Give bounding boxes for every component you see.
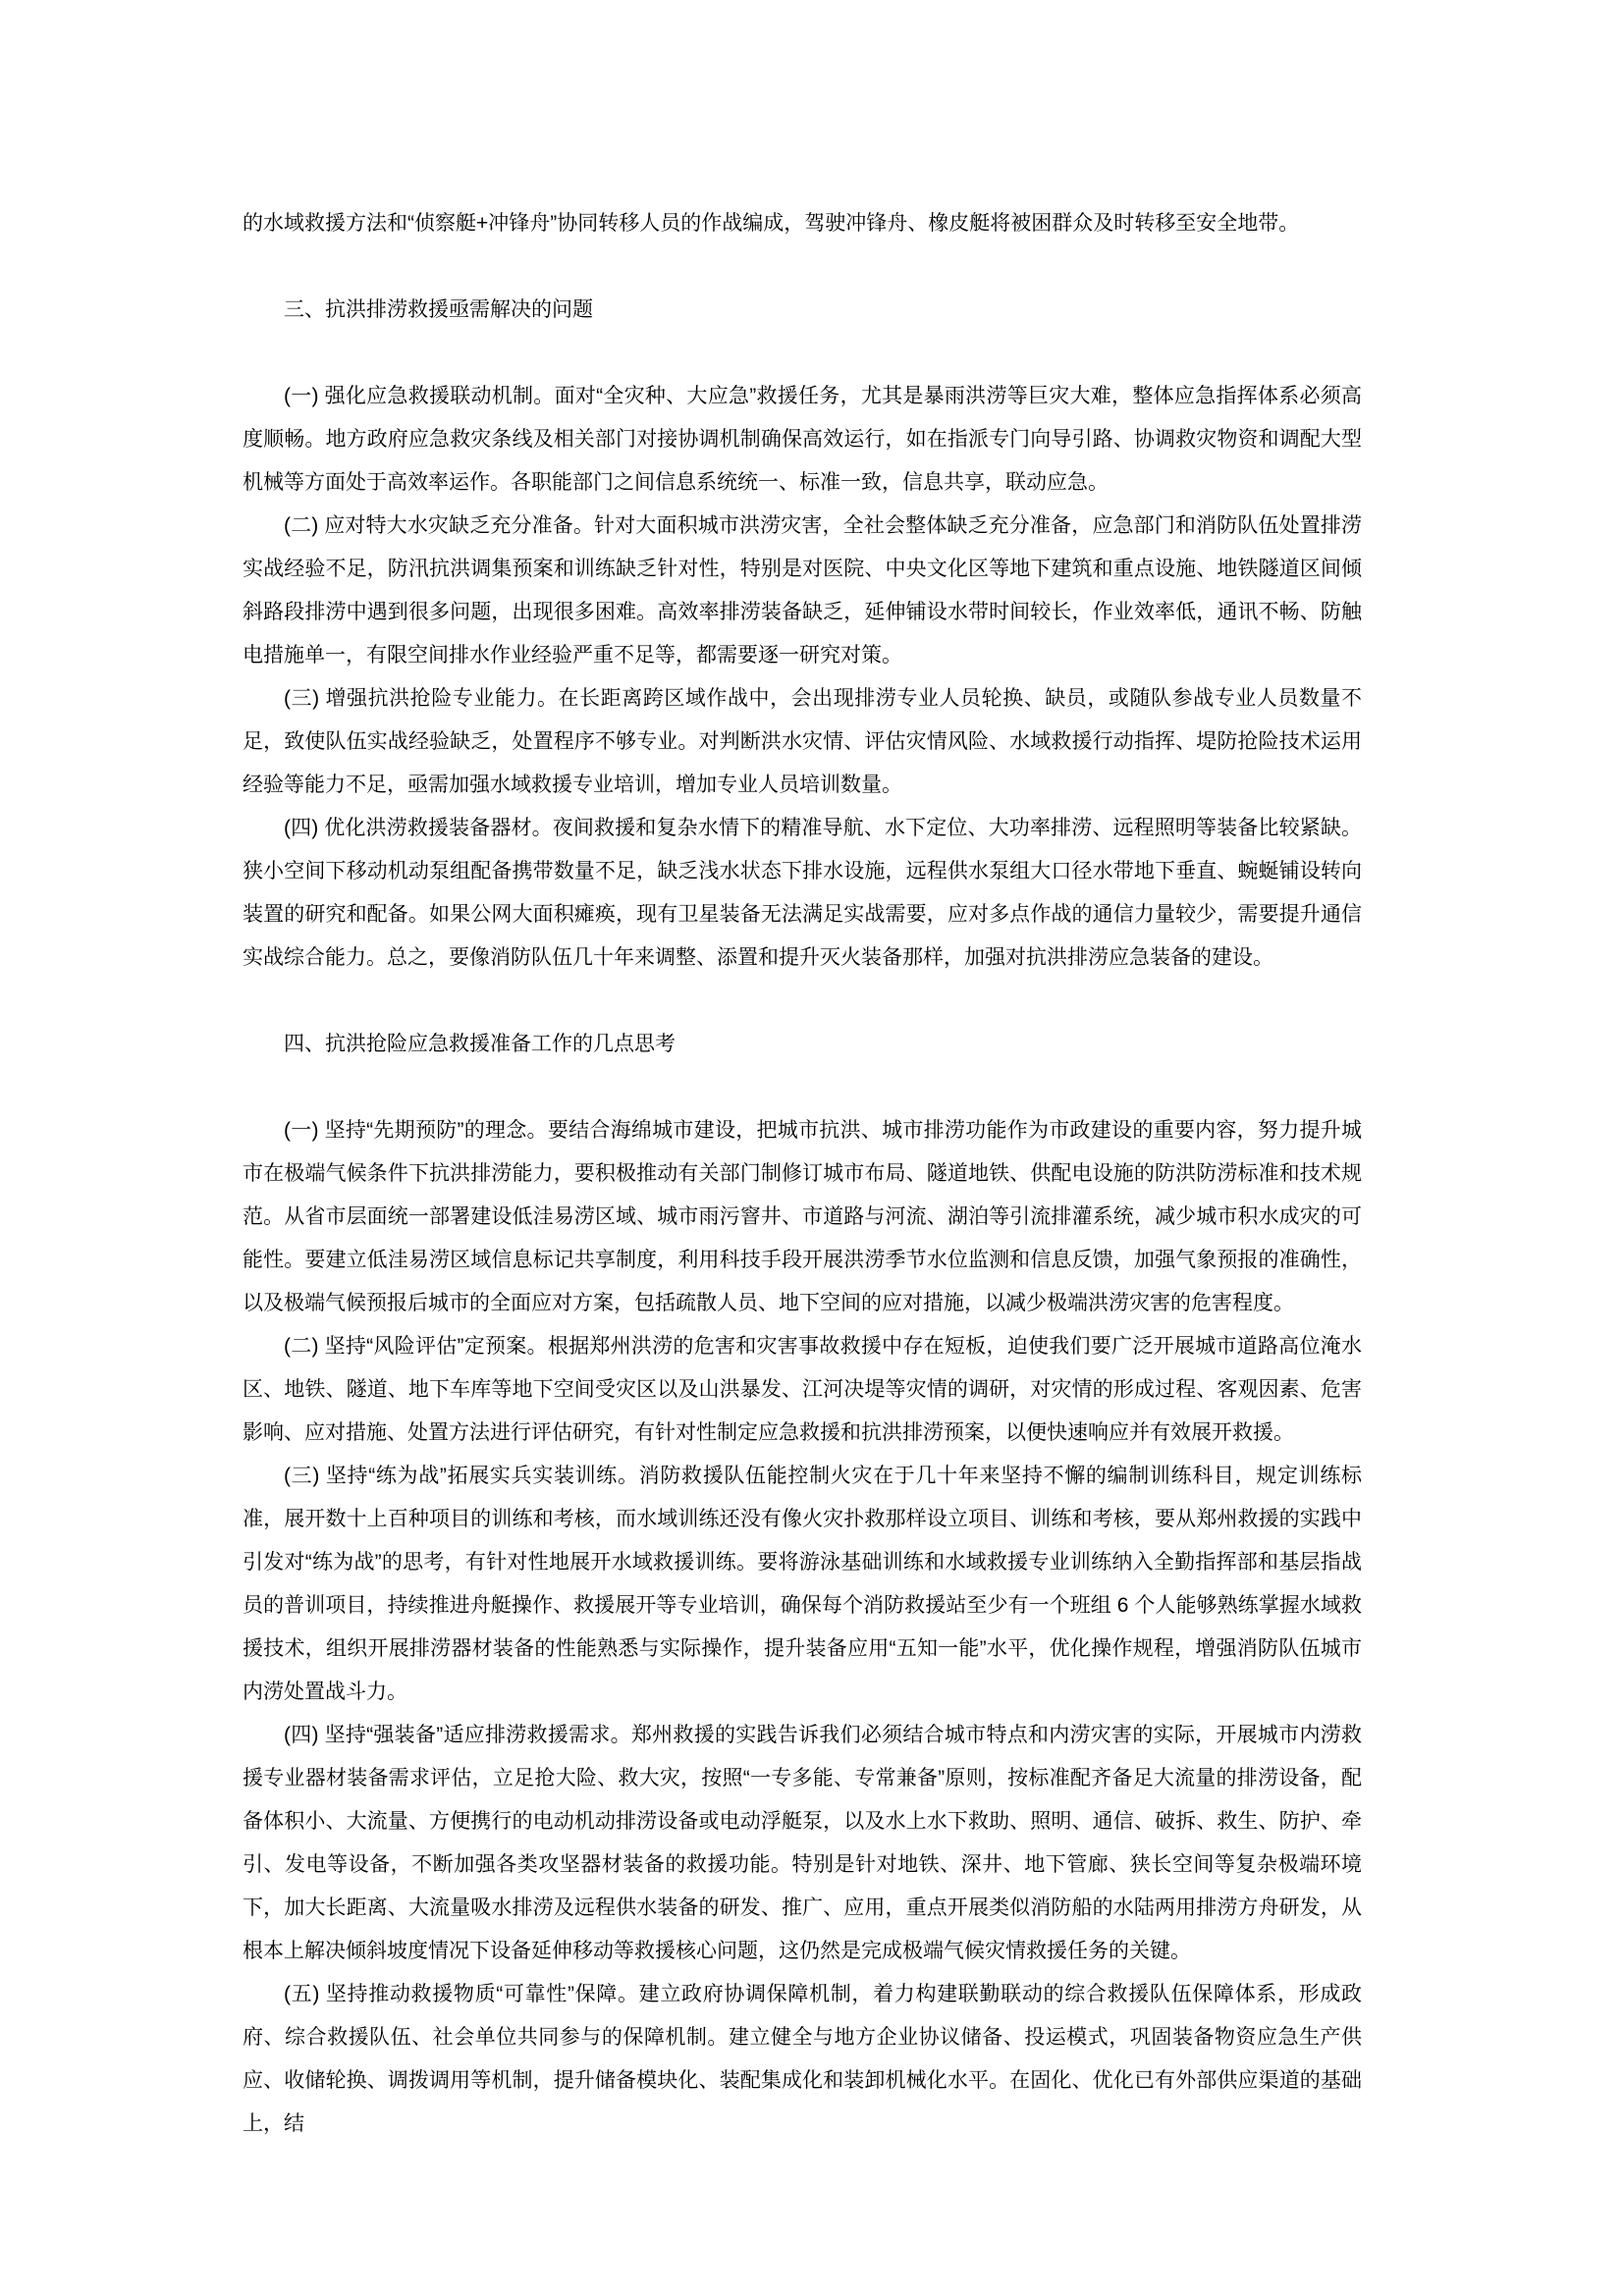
body-paragraph: (四) 优化洪涝救援装备器材。夜间救援和复杂水情下的精准导航、水下定位、大功率排涝、远程照明等装备比较紧缺。狭小空间下移动机动泵组配备携带数量不足，缺乏浅水状态下排水设施，远程供水泵组大口径水带地下垂直、蜿蜒铺设转向装置的研究和配备。如果公网大面积瘫痪，现有卫星装备无法满足实战需要，应对多点作战的通信力量较少，需要提升通信实战综合能力。总之，要像消防队伍几十年来调整、添置和提升灭火装备那样，加强对抗洪排涝应急装备的建设。 [243, 817, 1362, 969]
body-paragraph: (二) 坚持“风险评估”定预案。根据郑州洪涝的危害和灾害事故救援中存在短板，迫使我们要广泛开展城市道路高位淹水区、地铁、隧道、地下车库等地下空间受灾区以及山洪暴发、江河决堤等灾情的调研，对灾情的形成过程、客观因素、危害影响、应对措施、处置方法进行评估研究，有针对性制定应急救援和抗洪排涝预案，以便快速响应并有效展开救援。 [243, 1335, 1362, 1444]
body-paragraph: (四) 坚持“强装备”适应排涝救援需求。郑州救援的实践告诉我们必须结合城市特点和内涝灾害的实际，开展城市内涝救援专业器材装备需求评估，立足抢大险、救大灾，按照“一专多能、专常兼备”原则，按标准配齐备足大流量的排涝设备，配备体积小、大流量、方便携行的电动机动排涝设备或电动浮艇泵，以及水上水下救助、照明、通信、破拆、救生、防护、牵引、发电等设备，不断加强各类攻坚器材装备的救援功能。特别是针对地铁、深井、地下管廊、狭长空间等复杂极端环境下，加大长距离、大流量吸水排涝及远程供水装备的研发、推广、应用，重点开展类似消防船的水陆两用排涝方舟研发，从根本上解决倾斜坡度情况下设备延伸移动等救援核心问题，这仍然是完成极端气候灾情救援任务的关键。 [243, 1724, 1362, 1962]
body-paragraph: (三) 坚持“练为战”拓展实兵实装训练。消防救援队伍能控制火灾在于几十年来坚持不懈的编制训练科目，规定训练标准，展开数十上百种项目的训练和考核，而水域训练还没有像火灾扑救那样设立项目、训练和考核，要从郑州救援的实践中引发对“练为战”的思考，有针对性地展开水域救援训练。要将游泳基础训练和水域救援专业训练纳入全勤指挥部和基层指战员的普训项目，持续推进舟艇操作、救援展开等专业培训，确保每个消防救援站至少有一个班组 6 个人能够熟练掌握水域救援技术，组织开展排涝器材装备的性能熟悉与实际操作，提升装备应用“五知一能”水平，优化操作规程，增强消防队伍城市内涝处置战斗力。 [243, 1465, 1362, 1703]
body-paragraph: (三) 增强抗洪抢险专业能力。在长距离跨区域作战中，会出现排涝专业人员轮换、缺员，或随队参战专业人员数量不足，致使队伍实战经验缺乏，处置程序不够专业。对判断洪水灾情、评估灾情风险、水域救援行动指挥、堤防抢险技术运用经验等能力不足，亟需加强水域救援专业培训，增加专业人员培训数量。 [243, 687, 1362, 796]
document-content [243, 202, 1362, 2146]
body-paragraph: (二) 应对特大水灾缺乏充分准备。针对大面积城市洪涝灾害，全社会整体缺乏充分准备，应急部门和消防队伍处置排涝实战经验不足，防汛抗洪调集预案和训练缺乏针对性，特别是对医院、中央文化区等地下建筑和重点设施、地铁隧道区间倾斜路段排涝中遇到很多问题，出现很多困难。高效率排涝装备缺乏，延伸铺设水带时间较长，作业效率低，通讯不畅、防触电措施单一，有限空间排水作业经验严重不足等，都需要逐一研究对策。 [243, 514, 1362, 667]
continuation-paragraph: 的水域救援方法和“侦察艇+冲锋舟”协同转移人员的作战编成，驾驶冲锋舟、橡皮艇将被困群众及时转移至安全地带。 [243, 212, 1300, 235]
body-paragraph: (一) 强化应急救援联动机制。面对“全灾种、大应急”救援任务，尤其是暴雨洪涝等巨灾大难，整体应急指挥体系必须高度顺畅。地方政府应急救灾条线及相关部门对接协调机制确保高效运行，如在指派专门向导引路、协调救灾物资和调配大型机械等方面处于高效率运作。各职能部门之间信息系统统一、标准一致，信息共享，联动应急。 [243, 385, 1362, 494]
section-heading: 三、抗洪排涝救援亟需解决的问题 [284, 298, 593, 321]
body-paragraph: (一) 坚持“先期预防”的理念。要结合海绵城市建设，把城市抗洪、城市排涝功能作为市政建设的重要内容，努力提升城市在极端气候条件下抗洪排涝能力，要积极推动有关部门制修订城市布局、隧道地铁、供配电设施的防洪防涝标准和技术规范。从省市层面统一部署建设低洼易涝区域、城市雨污窨井、市道路与河流、湖泊等引流排灌系统，减少城市积水成灾的可能性。要建立低洼易涝区域信息标记共享制度，利用科技手段开展洪涝季节水位监测和信息反馈，加强气象预报的准确性，以及极端气候预报后城市的全面应对方案，包括疏散人员、地下空间的应对措施，以减少极端洪涝灾害的危害程度。 [243, 1119, 1362, 1314]
body-paragraph: (五) 坚持推动救援物质“可靠性”保障。建立政府协调保障机制，着力构建联勤联动的综合救援队伍保障体系，形成政府、综合救援队伍、社会单位共同参与的保障机制。建立健全与地方企业协议储备、投运模式，巩固装备物资应急生产供应、收储轮换、调拨调用等机制，提升储备模块化、装配集成化和装卸机械化水平。在固化、优化已有外部供应渠道的基础上，结 [243, 1983, 1362, 2135]
section-heading: 四、抗洪抢险应急救援准备工作的几点思考 [284, 1033, 676, 1055]
